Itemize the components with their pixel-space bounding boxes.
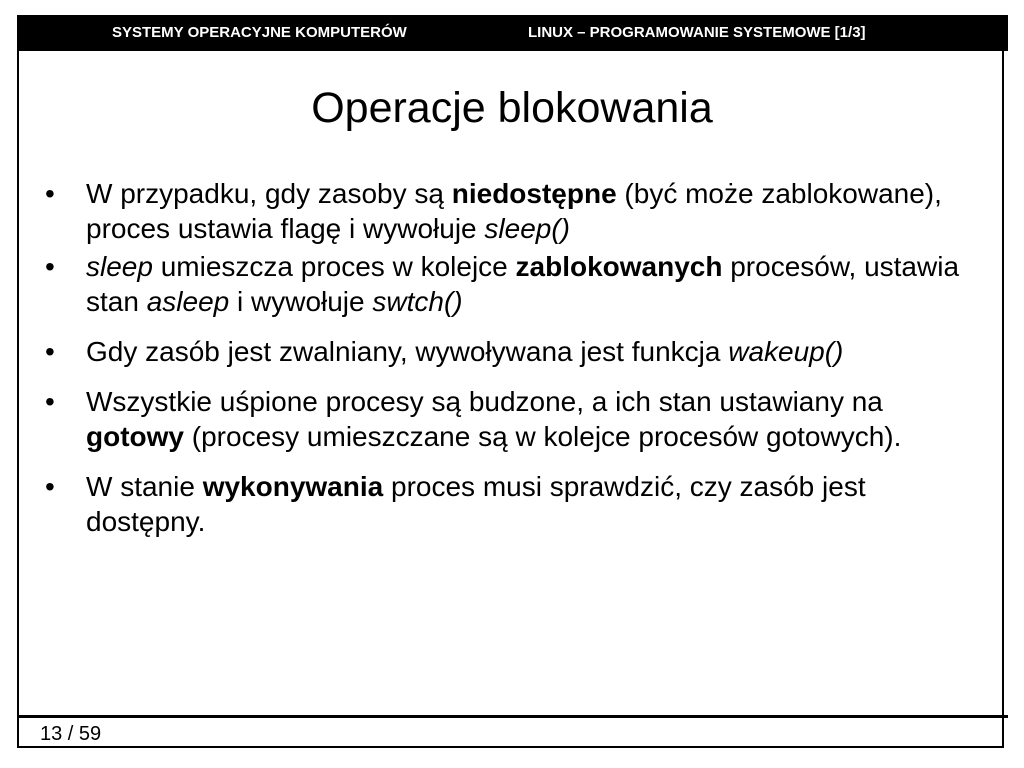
- bullet-text: W stanie wykonywania proces musi sprawdzić, czy zasób jest dostępny.: [86, 471, 866, 537]
- header-section-title: LINUX – PROGRAMOWANIE SYSTEMOWE [1/3]: [528, 24, 866, 41]
- bullet-item-2: [45, 249, 975, 319]
- bullet-item-5: [45, 469, 975, 539]
- bullet-text: W przypadku, gdy zasoby są niedostępne (być może zablokowane), proces ustawia flagę i wywołuje sleep(): [86, 178, 942, 244]
- bullet-dot: •: [45, 386, 55, 417]
- page-number: 13 / 59: [40, 723, 102, 745]
- bullet-dot: •: [45, 471, 55, 502]
- bullet-text: sleep umieszcza proces w kolejce zablokowanych procesów, ustawia stan asleep i wywołuje swtch(): [86, 251, 960, 317]
- slide-header: [17, 15, 1008, 51]
- bullet-text: Wszystkie uśpione procesy są budzone, a ich stan ustawiany na gotowy (procesy umieszczane są w kolejce procesów gotowych).: [86, 386, 902, 452]
- bullet-item-3: [45, 334, 975, 369]
- header-course-title: SYSTEMY OPERACYJNE KOMPUTERÓW: [112, 24, 407, 41]
- bullet-item-4: [45, 384, 975, 454]
- bullet-text: Gdy zasób jest zwalniany, wywoływana jest funkcja wakeup(): [86, 336, 844, 367]
- slide-title: Operacje blokowania: [311, 84, 713, 132]
- bullet-dot: •: [45, 178, 55, 209]
- bullet-dot: •: [45, 336, 55, 367]
- bullet-dot: •: [45, 251, 55, 282]
- bullet-list: [45, 176, 975, 539]
- footer-divider: [17, 715, 1008, 718]
- bullet-item-1: [45, 176, 975, 246]
